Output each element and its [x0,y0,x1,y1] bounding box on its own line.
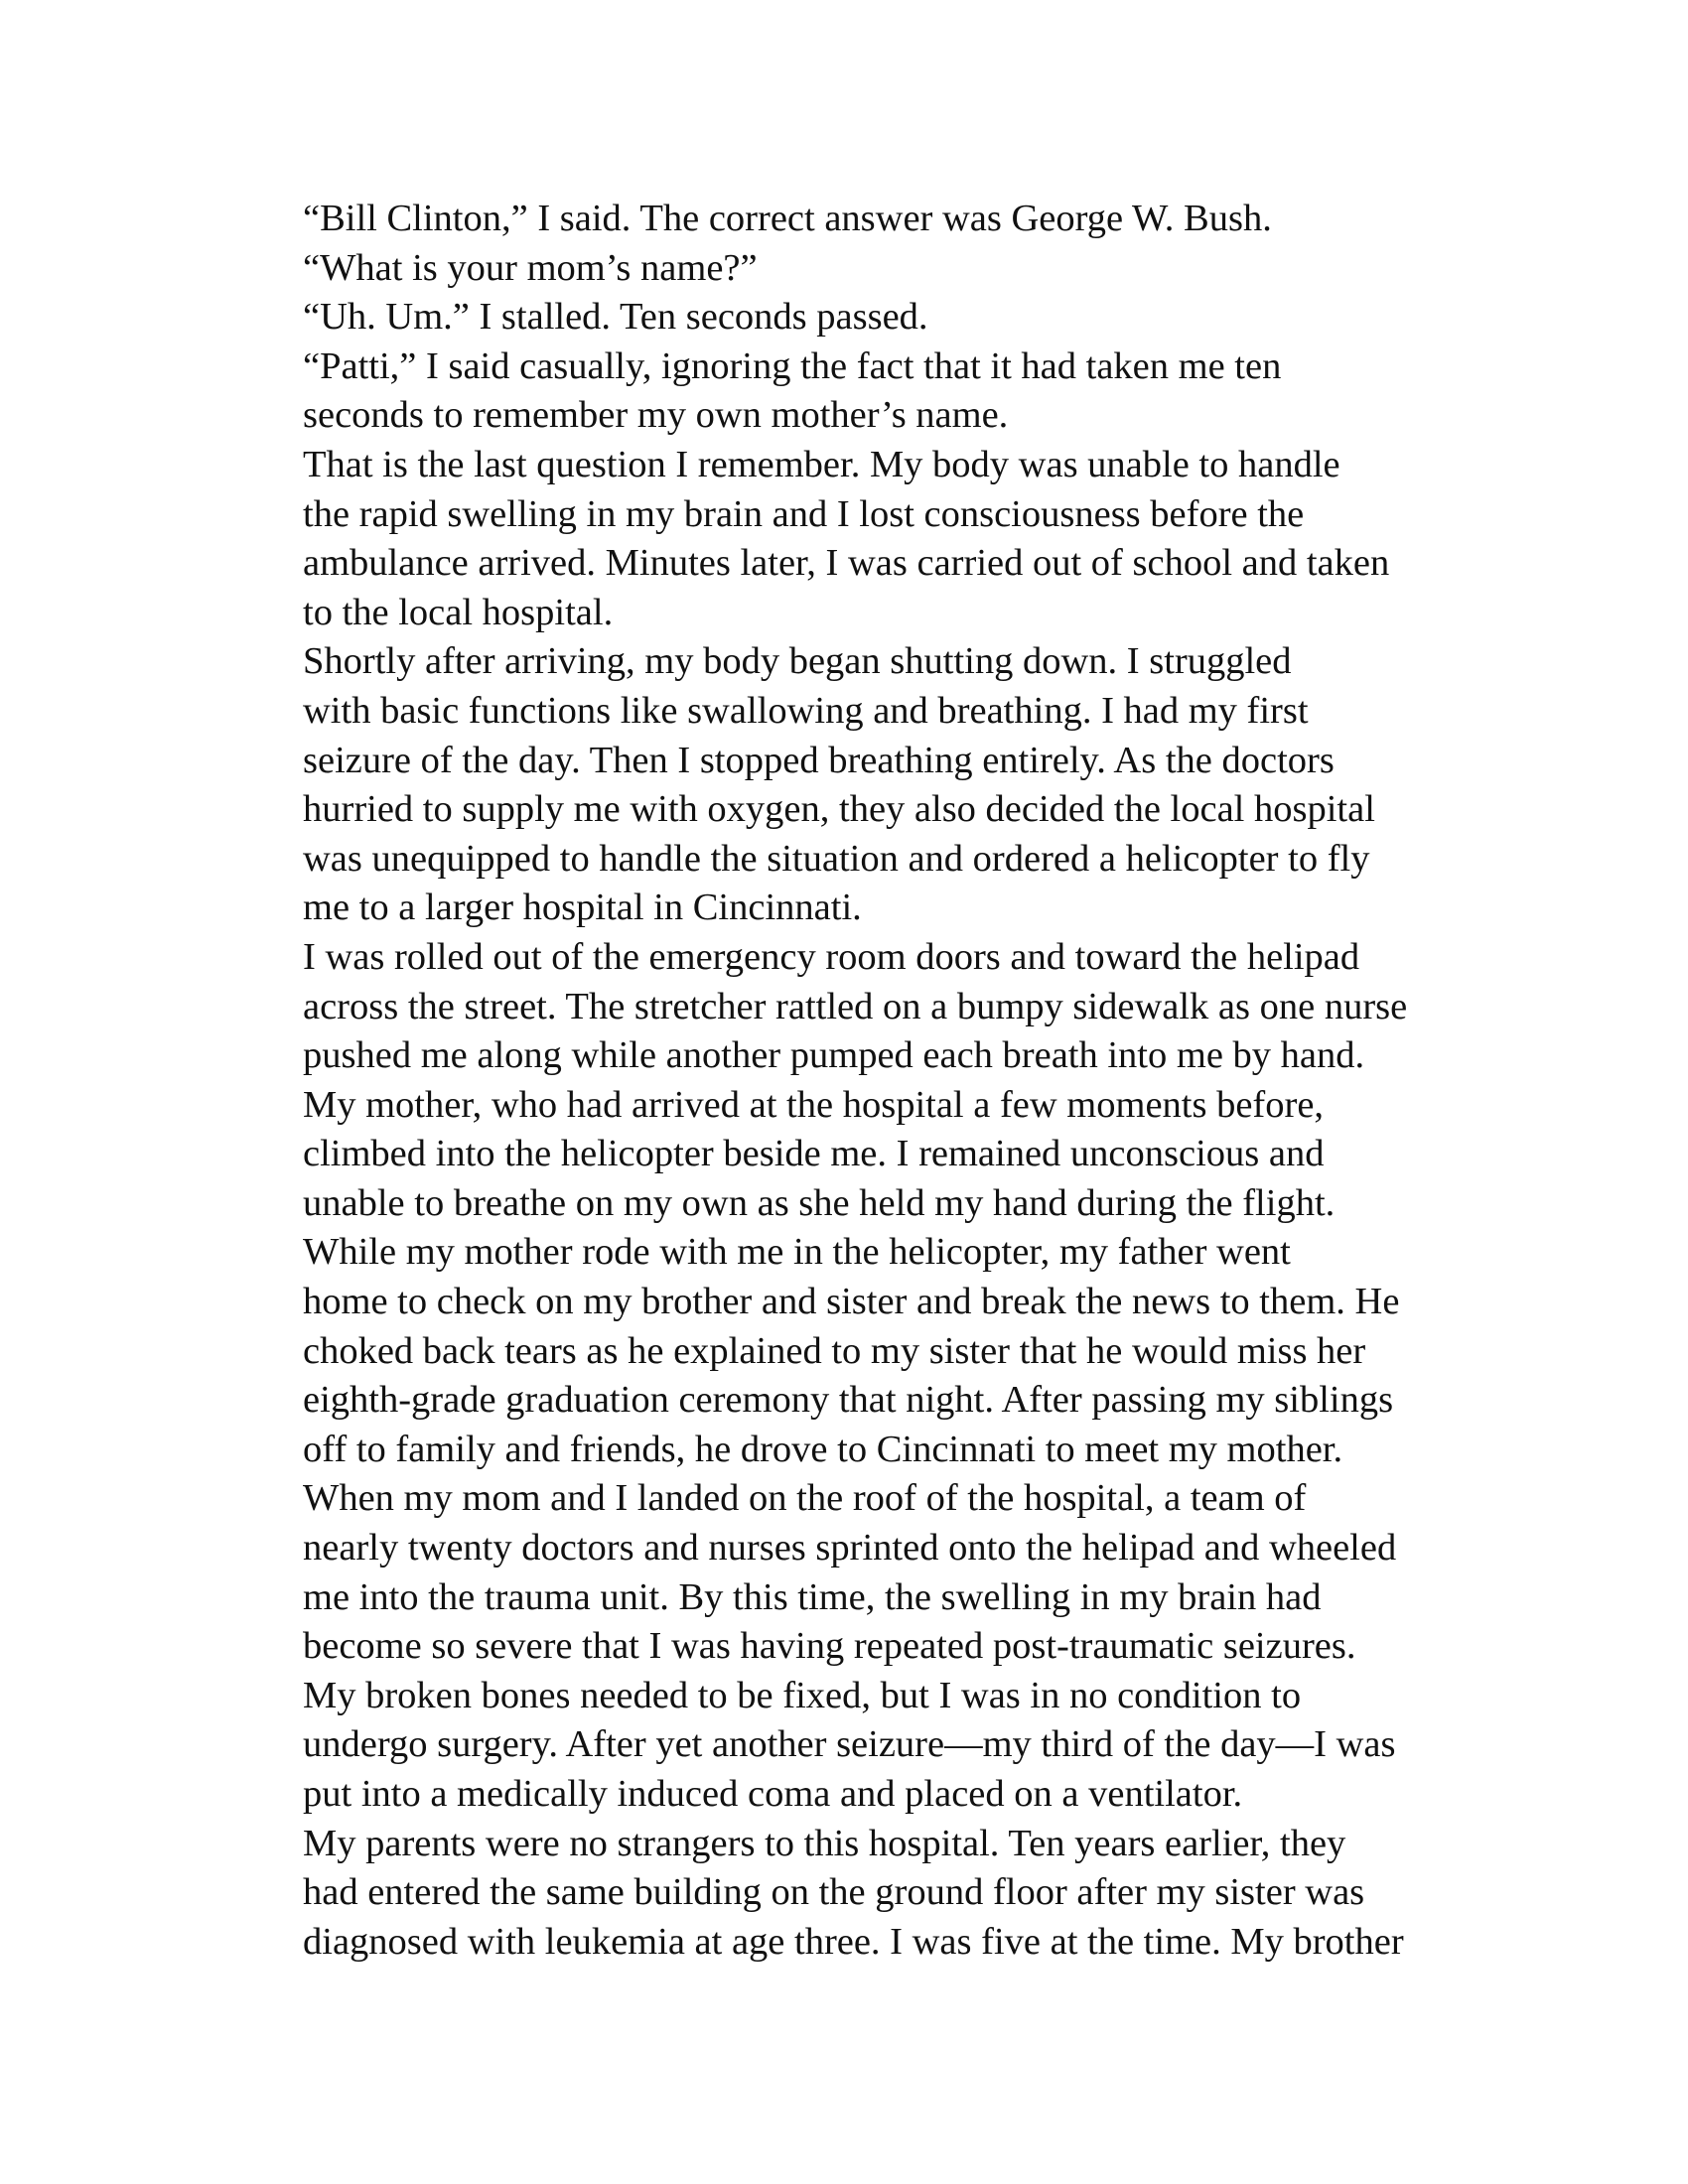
paragraph [251,195,1463,244]
text-line: eighth-grade graduation ceremony that night. After passing my siblings [303,1379,1394,1422]
text-line: pushed me along while another pumped each breath into me by hand. [303,1034,1365,1077]
text-line: put into a medically induced coma and placed on a ventilator. [303,1773,1243,1815]
text-line: climbed into the helicopter beside me. I remained unconscious and [303,1133,1325,1175]
paragraph [251,1228,1463,1474]
text-line: seconds to remember my own mother’s name. [303,394,1009,437]
text-line: diagnosed with leukemia at age three. I was five at the time. My brother [303,1920,1404,1963]
text-line: hurried to supply me with oxygen, they also decided the local hospital [303,788,1375,831]
text-line: My mother, who had arrived at the hospital a few moments before, [303,1083,1325,1126]
paragraph [251,342,1463,441]
text-line: undergo surgery. After yet another seizure—my third of the day—I was [303,1723,1396,1766]
text-line: me into the trauma unit. By this time, the swelling in my brain had [303,1575,1322,1618]
text-line: That is the last question I remember. My body was unable to handle [303,443,1340,485]
text-line: choked back tears as he explained to my sister that he would miss her [303,1329,1366,1372]
paragraph [251,1474,1463,1819]
paragraph [251,441,1463,637]
text-line: My broken bones needed to be fixed, but I was in no condition to [303,1674,1302,1716]
text-line: “Patti,” I said casually, ignoring the fact that it had taken me ten [303,344,1282,387]
paragraph [251,637,1463,933]
text-line: “Uh. Um.” I stalled. Ten seconds passed. [303,296,928,339]
text-line: the rapid swelling in my brain and I lost consciousness before the [303,492,1305,535]
text-line: Shortly after arriving, my body began shutting down. I struggled [303,640,1292,683]
text-line: with basic functions like swallowing and breathing. I had my first [303,689,1309,732]
paragraph [251,1820,1463,1968]
text-line: seizure of the day. Then I stopped breathing entirely. As the doctors [303,739,1335,781]
text-line: When my mom and I landed on the roof of the hospital, a team of [303,1477,1307,1520]
text-line: home to check on my brother and sister and break the news to them. He [303,1281,1400,1323]
text-line: across the street. The stretcher rattled on a bumpy sidewalk as one nurse [303,985,1408,1027]
text-line: become so severe that I was having repeated post-traumatic seizures. [303,1625,1356,1668]
text-line: My parents were no strangers to this hospital. Ten years earlier, they [303,1822,1346,1864]
text-line: to the local hospital. [303,591,614,633]
text-line: nearly twenty doctors and nurses sprinted onto the helipad and wheeled [303,1527,1397,1570]
text-line: “Bill Clinton,” I said. The correct answer was George W. Bush. [303,198,1272,239]
text-line: I was rolled out of the emergency room doors and toward the helipad [303,935,1360,978]
text-line: was unequipped to handle the situation and ordered a helicopter to fly [303,837,1370,880]
paragraph [251,933,1463,1229]
text-line: had entered the same building on the ground floor after my sister was [303,1871,1365,1914]
text-line: “What is your mom’s name?” [303,246,758,289]
text-line: me to a larger hospital in Cincinnati. [303,887,862,929]
book-page-body [251,195,1463,1967]
paragraph [251,293,1463,342]
text-line: off to family and friends, he drove to Cincinnati to meet my mother. [303,1428,1343,1470]
paragraph [251,244,1463,294]
text-line: While my mother rode with me in the helicopter, my father went [303,1231,1291,1274]
text-line: ambulance arrived. Minutes later, I was carried out of school and taken [303,542,1390,585]
text-line: unable to breathe on my own as she held my hand during the flight. [303,1181,1336,1224]
